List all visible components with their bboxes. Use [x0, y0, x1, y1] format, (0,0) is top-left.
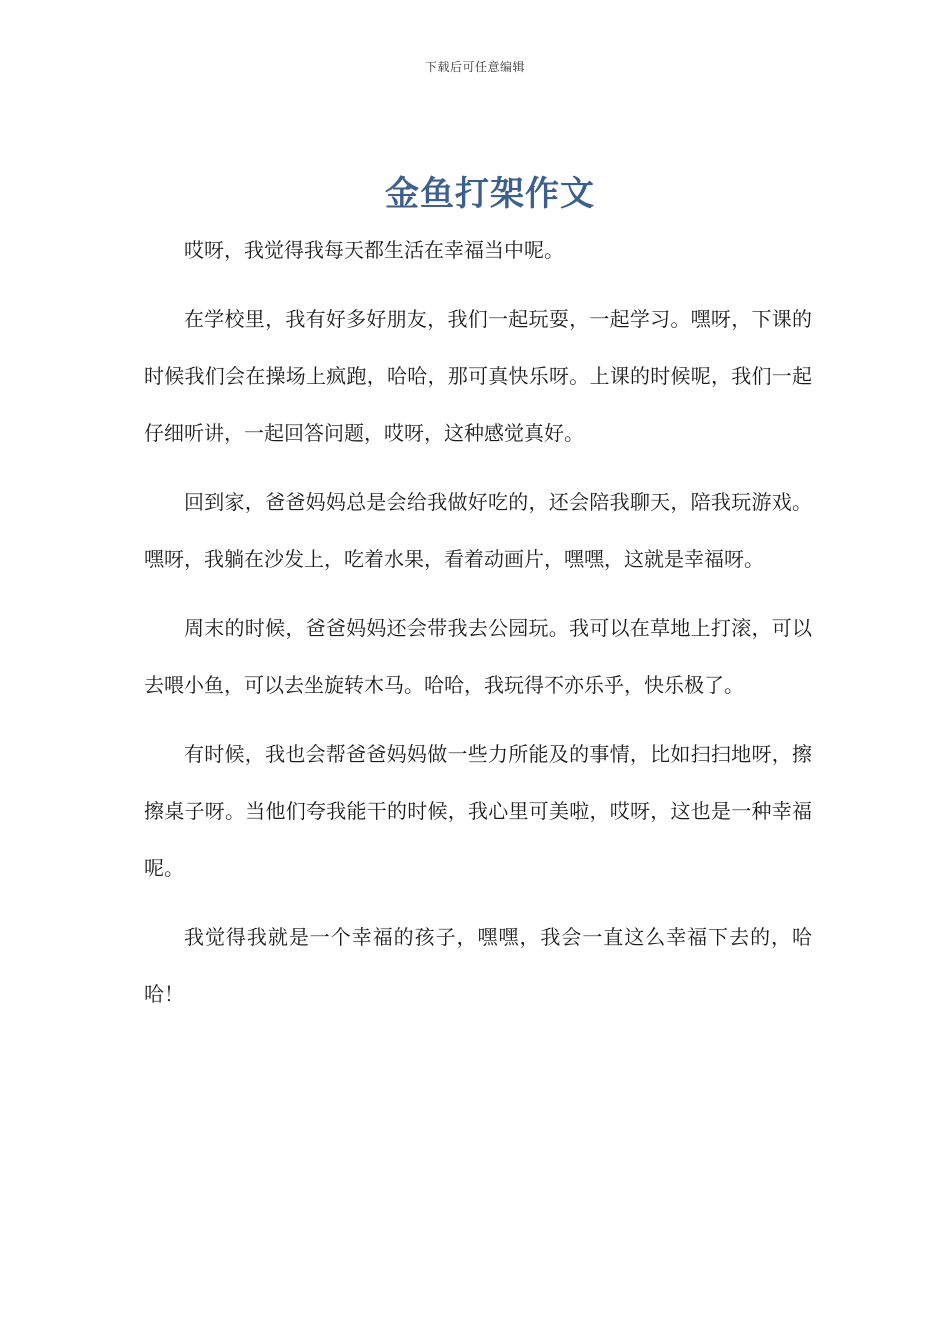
essay-body [144, 222, 812, 1035]
paragraph-6: 我觉得我就是一个幸福的孩子，嘿嘿，我会一直这么幸福下去的，哈哈！ [144, 925, 812, 1006]
paragraph-3: 回到家，爸爸妈妈总是会给我做好吃的，还会陪我聊天，陪我玩游戏。嘿呀，我躺在沙发上，吃着水果，看着动画片，嘿嘿，这就是幸福呀。 [144, 490, 812, 571]
header-note: 下载后可任意编辑 [424, 60, 525, 74]
paragraph-5: 有时候，我也会帮爸爸妈妈做一些力所能及的事情，比如扫扫地呀，擦擦桌子呀。当他们夸我能干的时候，我心里可美啦，哎呀，这也是一种幸福呢。 [144, 742, 812, 880]
paragraph-2: 在学校里，我有好多好朋友，我们一起玩耍，一起学习。嘿呀，下课的时候我们会在操场上疯跑，哈哈，那可真快乐呀。上课的时候呢，我们一起仔细听讲，一起回答问题，哎呀，这种感觉真好。 [144, 307, 812, 445]
paragraph-1: 哎呀，我觉得我每天都生活在幸福当中呢。 [184, 238, 564, 262]
page-title: 金鱼打架作文 [385, 174, 595, 214]
paragraph-4: 周末的时候，爸爸妈妈还会带我去公园玩。我可以在草地上打滚，可以去喂小鱼，可以去坐旋转木马。哈哈，我玩得不亦乐乎，快乐极了。 [144, 616, 812, 697]
